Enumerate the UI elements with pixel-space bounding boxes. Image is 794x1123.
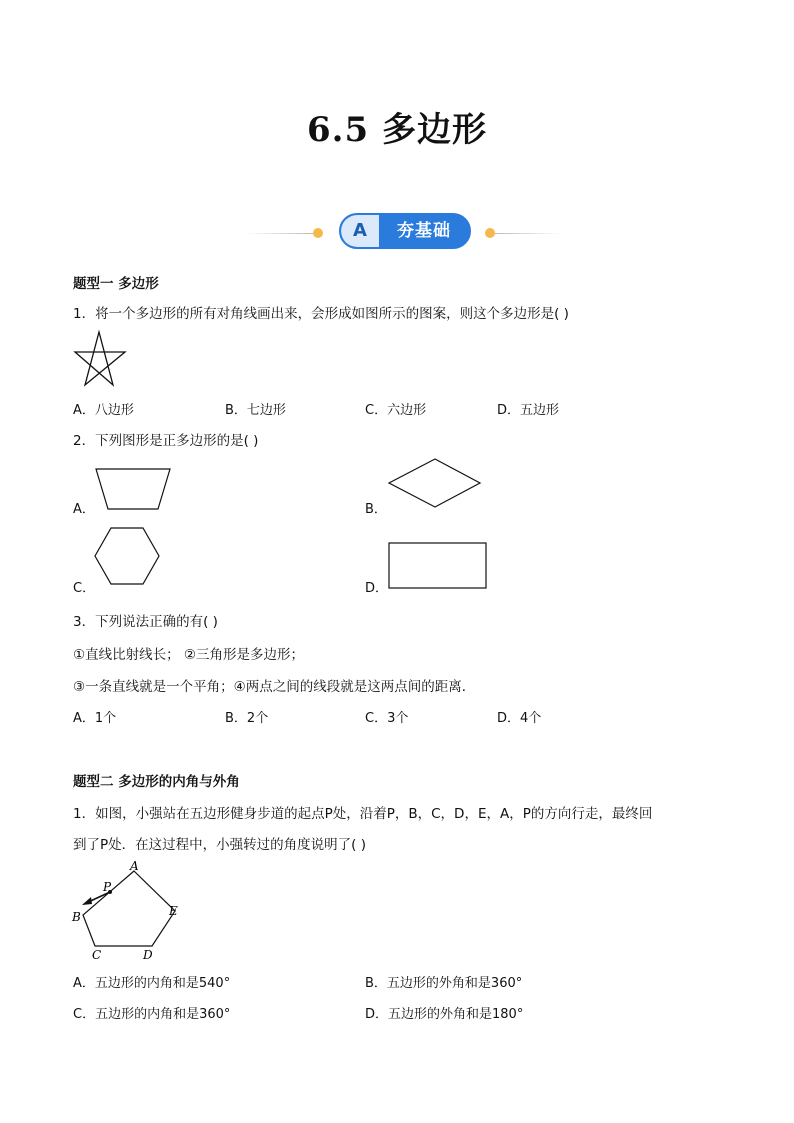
vertex-label-b: B <box>72 910 81 924</box>
banner-pill <box>339 213 471 249</box>
q3-option-b: B．2个 <box>225 711 269 726</box>
pentagon-path-figure <box>70 858 186 962</box>
rectangle-figure <box>388 542 488 590</box>
q1-option-c: C．六边形 <box>365 403 427 418</box>
q1-option-b: B．七边形 <box>225 403 286 418</box>
pentagram-figure <box>72 330 130 388</box>
s2q1-option-b: B．五边形的外角和是360° <box>365 976 523 991</box>
section-heading-2: 题型二 多边形的内角与外角 <box>73 774 240 790</box>
question-2-text: 2．下列图形是正多边形的是( ) <box>73 433 259 449</box>
rhombus-figure <box>388 458 482 510</box>
banner-text: 夯基础 <box>397 221 451 241</box>
q1-option-a: A．八边形 <box>73 403 134 418</box>
vertex-label-p: P <box>103 880 112 894</box>
q1-option-d: D．五边形 <box>497 403 560 418</box>
q2-option-a: A． <box>73 502 95 517</box>
question-3-text: 3．下列说法正确的有( ) <box>73 614 218 630</box>
question-1-text: 1．将一个多边形的所有对角线画出来，会形成如图所示的图案，则这个多边形是( ) <box>73 306 569 322</box>
banner-letter: A <box>341 215 379 247</box>
hexagon-figure <box>94 527 162 587</box>
vertex-label-a: A <box>130 859 139 873</box>
section-heading-1: 题型一 多边形 <box>73 276 159 292</box>
q3-option-d: D．4个 <box>497 711 542 726</box>
vertex-label-e: E <box>169 904 178 918</box>
page-title: 6.5 多边形 <box>307 110 487 150</box>
banner-dot-left <box>313 228 323 238</box>
vertex-label-c: C <box>92 948 102 962</box>
section-banner <box>245 212 560 252</box>
q2-option-b: B． <box>365 502 387 517</box>
section2-question-1-line2: 到了P处．在这过程中，小强转过的角度说明了( ) <box>73 837 366 853</box>
q3-option-a: A．1个 <box>73 711 117 726</box>
banner-line-left <box>245 233 313 234</box>
question-3-statements-2: ③一条直线就是一个平角；④两点之间的线段就是这两点间的距离． <box>73 679 476 695</box>
q2-option-d: D． <box>365 581 389 596</box>
s2q1-option-a: A．五边形的内角和是540° <box>73 976 231 991</box>
trapezoid-figure <box>95 468 173 512</box>
question-3-statements-1: ①直线比射线长； ②三角形是多边形； <box>73 647 304 663</box>
q3-option-c: C．3个 <box>365 711 409 726</box>
section2-question-1-line1: 1．如图，小强站在五边形健身步道的起点P处，沿着P，B，C，D，E，A，P的方向行走，最终回 <box>73 806 653 822</box>
s2q1-option-d: D．五边形的外角和是180° <box>365 1007 524 1022</box>
banner-line-right <box>495 233 560 234</box>
q2-option-c: C． <box>73 581 96 596</box>
s2q1-option-c: C．五边形的内角和是360° <box>73 1007 231 1022</box>
banner-dot-right <box>485 228 495 238</box>
vertex-label-d: D <box>143 948 153 962</box>
